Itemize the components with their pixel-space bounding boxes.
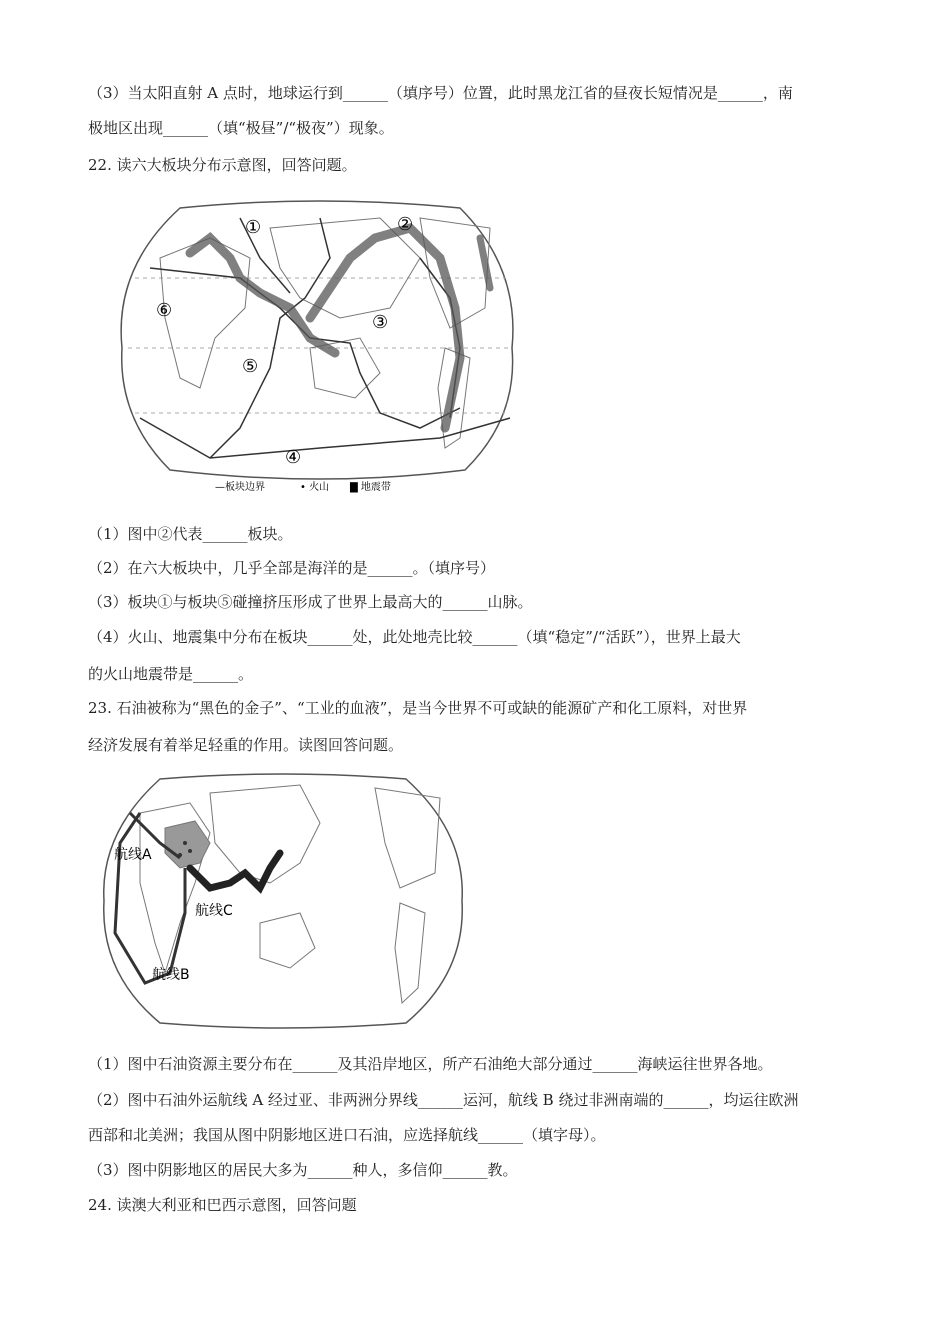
legend-volcano: • 火山 — [300, 482, 330, 493]
q23-sub2-line2: 西部和北美洲；我国从图中阴影地区进口石油，应选择航线______（填字母）。 — [88, 1126, 606, 1144]
q23-stem-line1: 23. 石油被称为“黑色的金子”、“工业的血液”，是当今世界不可或缺的能源矿产和化工原料，对世界 — [88, 699, 748, 717]
plate-label-5: ⑤ — [242, 356, 259, 377]
plate-label-3: ③ — [372, 312, 389, 333]
q23-stem-line2: 经济发展有着举足轻重的作用。读图回答问题。 — [88, 736, 404, 754]
oil-field-2 — [188, 849, 192, 853]
route-c-label: 航线C — [195, 903, 233, 919]
q24-stem: 24. 读澳大利亚和巴西示意图，回答问题 — [88, 1196, 357, 1214]
plates-map-figure — [120, 198, 520, 498]
route-a-label: 航线A — [114, 847, 152, 863]
q23-sub1: （1）图中石油资源主要分布在______及其沿岸地区，所产石油绝大部分通过______海峡运往世界各地。 — [88, 1055, 773, 1073]
q21-sub3-line2: 极地区出现______（填“极昼”/“极夜”）现象。 — [88, 119, 394, 137]
plate-label-6: ⑥ — [156, 300, 173, 321]
legend-boundary: —板块边界 — [215, 482, 265, 493]
q21-sub3-line1: （3）当太阳直射 A 点时，地球运行到______（填序号）位置，此时黑龙江省的昼夜长短情况是______，南 — [88, 84, 793, 102]
plate-label-1: ① — [245, 217, 262, 238]
q22-sub4-line2: 的火山地震带是______。 — [88, 665, 254, 683]
plate-label-2: ② — [397, 214, 414, 235]
oil-routes-map — [100, 773, 466, 1029]
q22-sub1: （1）图中②代表______板块。 — [88, 525, 293, 543]
route-b-label: 航线B — [152, 967, 190, 983]
oil-field-1 — [183, 841, 187, 845]
q23-sub3: （3）图中阴影地区的居民大多为______种人，多信仰______教。 — [88, 1161, 518, 1179]
q22-sub4-line1: （4）火山、地震集中分布在板块______处，此处地壳比较______（填“稳定”/“活跃”），世界上最大 — [88, 628, 741, 646]
q23-sub2-line1: （2）图中石油外运航线 A 经过亚、非两洲分界线______运河，航线 B 绕过非洲南端的______，均运往欧洲 — [88, 1091, 799, 1109]
q22-sub2: （2）在六大板块中，几乎全部是海洋的是______。（填序号） — [88, 559, 496, 577]
plates-map — [120, 198, 520, 498]
oil-routes-map-figure — [100, 773, 466, 1029]
map-outline — [104, 774, 463, 1028]
plate-label-4: ④ — [285, 447, 302, 468]
legend-seismic: ▇ 地震带 — [350, 482, 391, 493]
q22-stem: 22. 读六大板块分布示意图，回答问题。 — [88, 156, 357, 174]
q22-sub3: （3）板块①与板块⑤碰撞挤压形成了世界上最高大的______山脉。 — [88, 593, 533, 611]
